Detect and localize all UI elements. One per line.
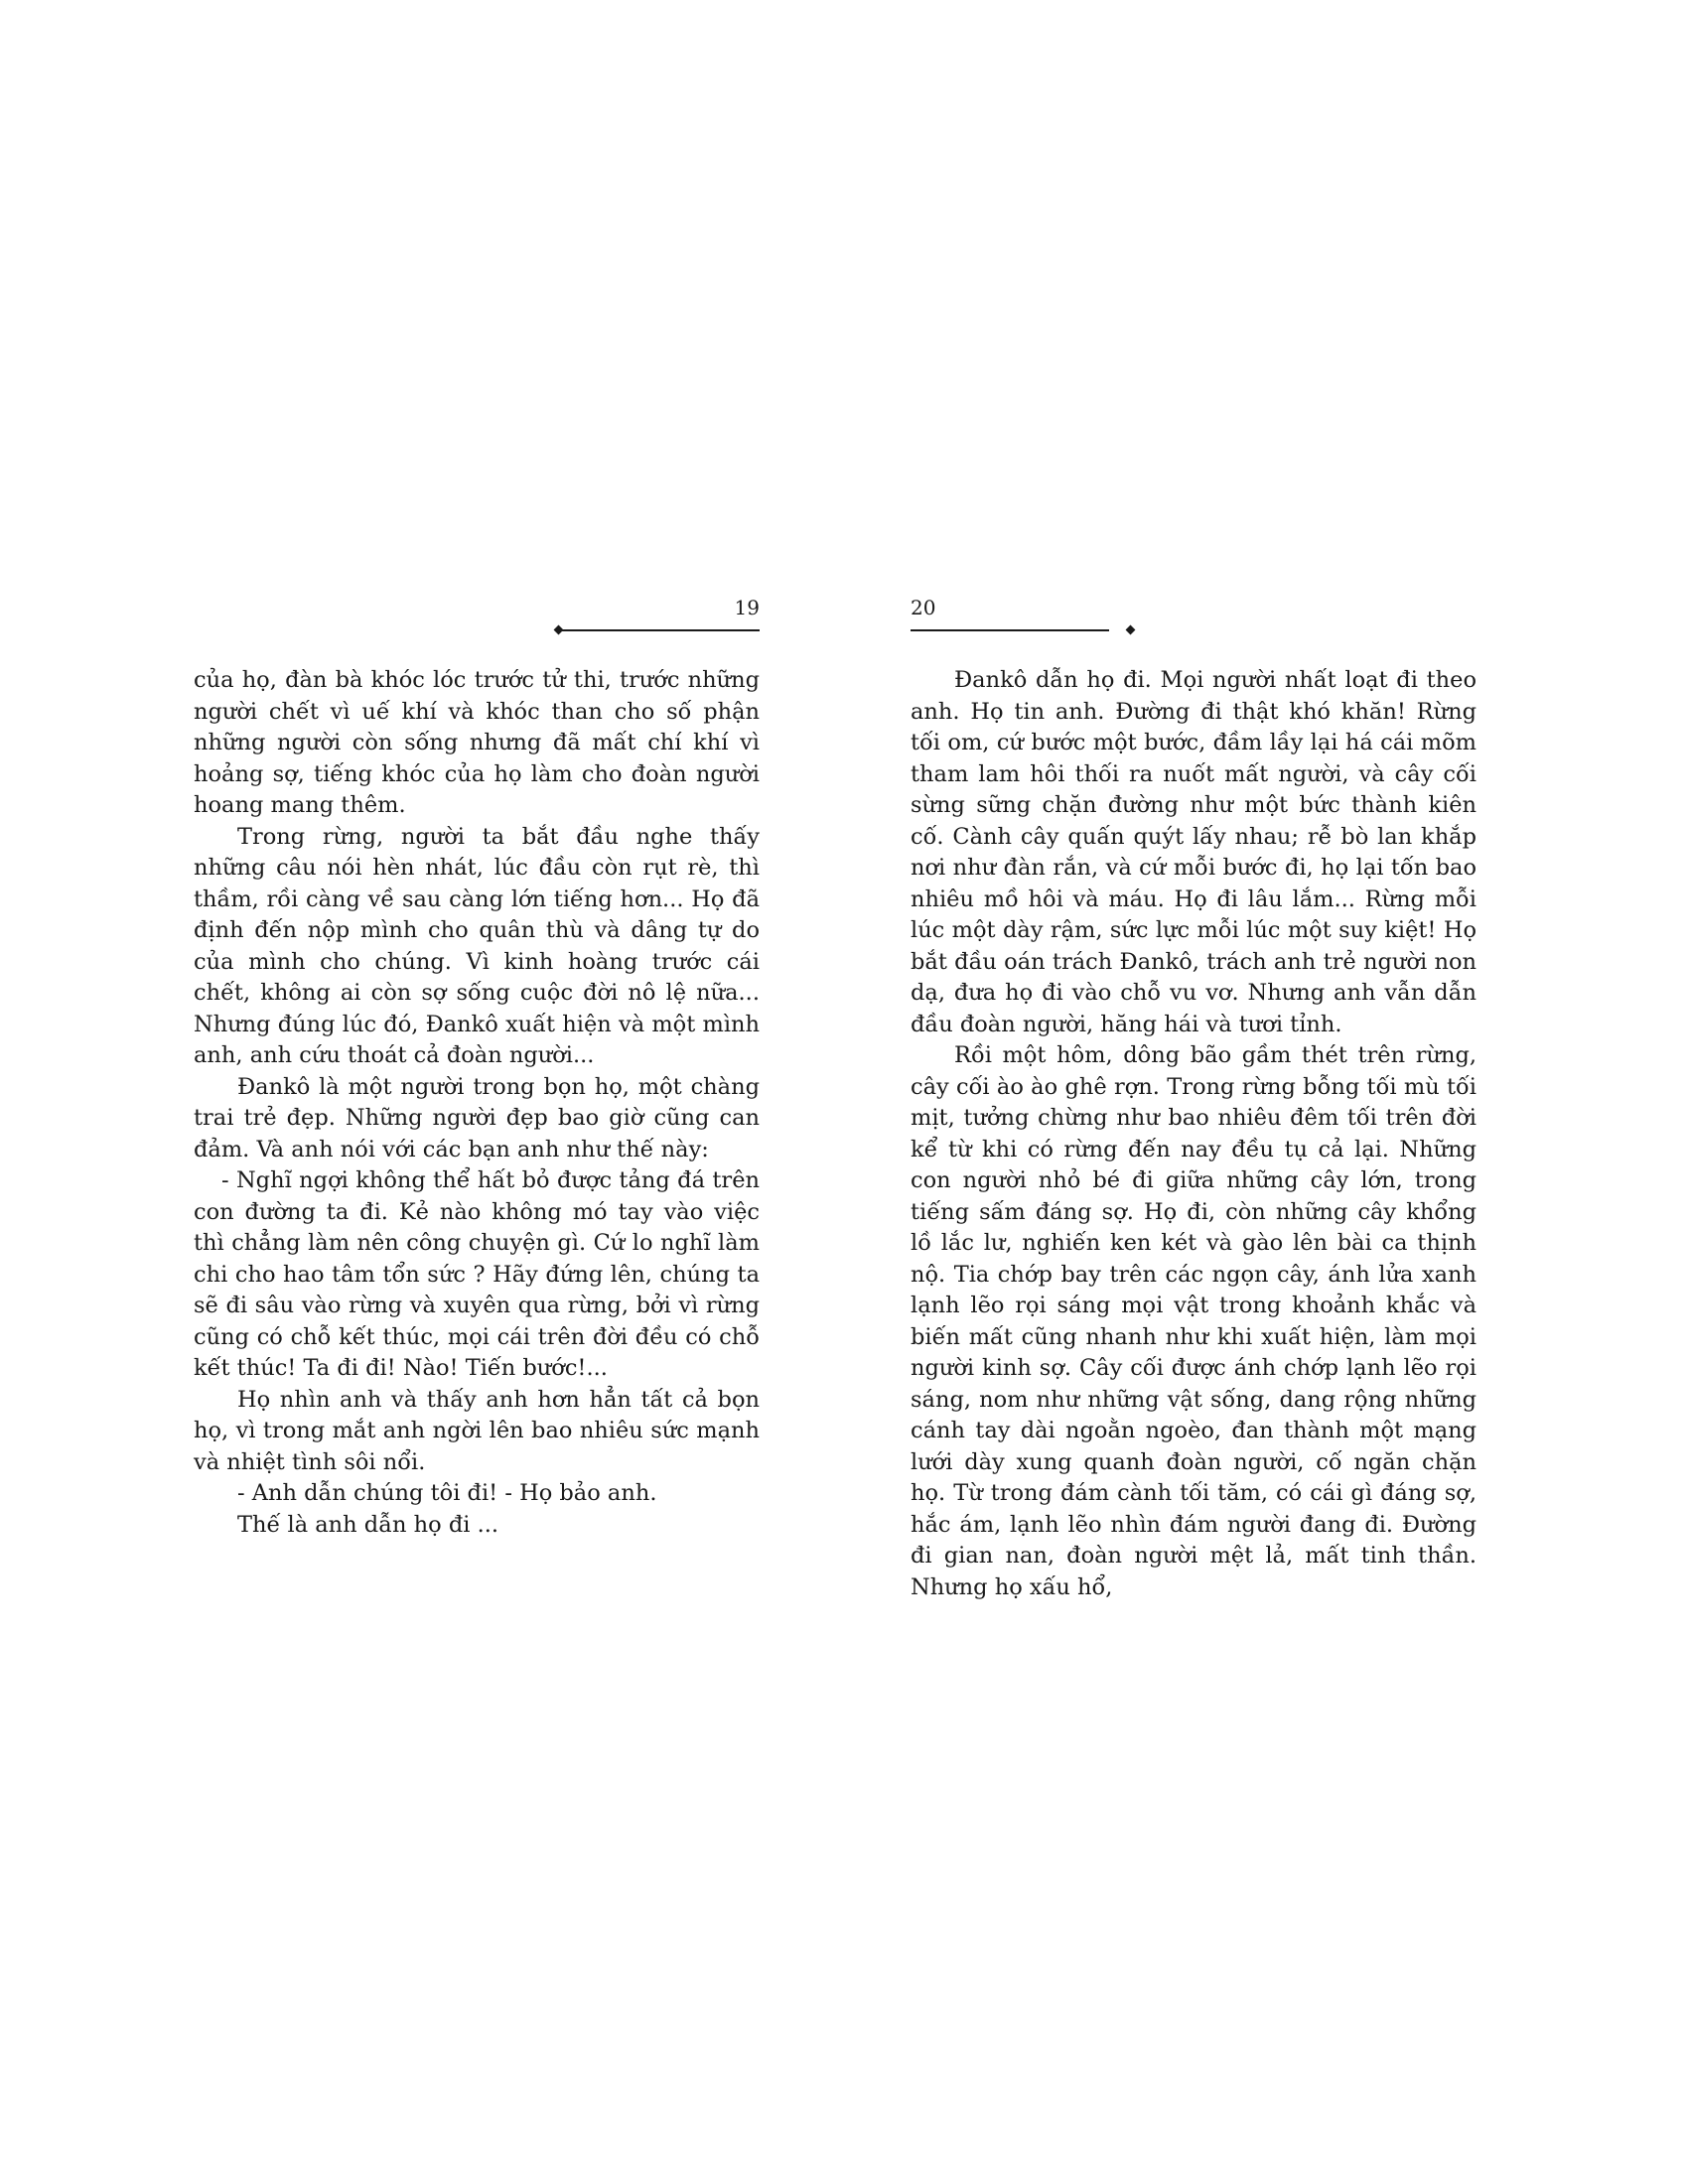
header-ornament-diamond — [1126, 625, 1136, 635]
paragraph: Đankô dẫn họ đi. Mọi người nhất loạt đi theo anh. Họ tin anh. Đường đi thật khó khăn! Rừng tối om, cứ bước một bước, đầm lầy lại há cái mõm tham lam hôi thối ra nuốt mất người, và cây cối sừng sững chặn đường như một bức thành kiên cố. Cành cây quấn quýt lấy nhau; rễ bò lan khắp nơi như đàn rắn, và cứ mỗi bước đi, họ lại tốn bao nhiêu mồ hôi và máu. Họ đi lâu lắm... Rừng mỗi lúc một dày rậm, sức lực mỗi lúc một suy kiệt! Họ bắt đầu oán trách Đankô, trách anh trẻ người non dạ, đưa họ đi vào chỗ vu vơ. Nhưng anh vẫn dẫn đầu đoàn người, hăng hái và tươi tỉnh. — [911, 667, 1477, 1037]
page-number: 19 — [734, 596, 760, 619]
paragraph: Họ nhìn anh và thấy anh hơn hẳn tất cả bọn họ, vì trong mắt anh ngời lên bao nhiêu sức mạnh và nhiệt tình sôi nổi. — [194, 1386, 760, 1475]
right-page-header — [911, 596, 1477, 633]
paragraph: Trong rừng, người ta bắt đầu nghe thấy những câu nói hèn nhát, lúc đầu còn rụt rè, thì thầm, rồi càng về sau càng lớn tiếng hơn... Họ đã định đến nộp mình cho quân thù và dâng tự do của mình cho chúng. Vì kinh hoàng trước cái chết, không ai còn sợ sống cuộc đời nô lệ nữa... Nhưng đúng lúc đó, Đankô xuất hiện và một mình anh, anh cứu thoát cả đoàn người... — [194, 823, 760, 1068]
page-number: 20 — [911, 596, 936, 619]
paragraph: Đankô là một người trong bọn họ, một chàng trai trẻ đẹp. Những người đẹp bao giờ cũng can đảm. Và anh nói với các bạn anh như thế này: — [194, 1073, 760, 1162]
dialogue-paragraph: - Nghĩ ngợi không thể hất bỏ được tảng đá trên con đường ta đi. Kẻ nào không mó tay vào việc thì chẳng làm nên công chuyện gì. Cứ lo nghĩ làm chi cho hao tâm tổn sức ? Hãy đứng lên, chúng ta sẽ đi sâu vào rừng và xuyên qua rừng, bởi vì rừng cũng có chỗ kết thúc, mọi cái trên đời đều có chỗ kết thúc! Ta đi đi! Nào! Tiến bước!... — [194, 1167, 760, 1381]
right-page — [911, 596, 1477, 1603]
header-rule — [561, 629, 760, 631]
left-page-header — [194, 596, 760, 633]
right-page-body — [911, 665, 1477, 1603]
left-page-body — [194, 665, 760, 1541]
paragraph: Rồi một hôm, dông bão gầm thét trên rừng, cây cối ào ào ghê rợn. Trong rừng bỗng tối mù tối mịt, tưởng chừng như bao nhiêu đêm tối trên đời kể từ khi có rừng đến nay đều tụ cả lại. Những con người nhỏ bé đi giữa những cây lớn, trong tiếng sấm đáng sợ. Họ đi, còn những cây khổng lồ lắc lư, nghiến ken két và gào lên bài ca thịnh nộ. Tia chớp bay trên các ngọn cây, ánh lửa xanh lạnh lẽo rọi sáng mọi vật trong khoảnh khắc và biến mất cũng nhanh như khi xuất hiện, làm mọi người kinh sợ. Cây cối được ánh chớp lạnh lẽo rọi sáng, nom như những vật sống, dang rộng những cánh tay dài ngoằn ngoèo, đan thành một mạng lưới dày xung quanh đoàn người, cố ngăn chặn họ. Từ trong đám cành tối tăm, có cái gì đáng sợ, hắc ám, lạnh lẽo nhìn đám người đang đi. Đường đi gian nan, đoàn người mệt lả, mất tinh thần. Nhưng họ xấu hổ, — [911, 1042, 1477, 1600]
dialogue-paragraph: - Anh dẫn chúng tôi đi! - Họ bảo anh. — [237, 1480, 657, 1506]
header-rule — [911, 629, 1109, 631]
left-page — [194, 596, 760, 1541]
paragraph: Thế là anh dẫn họ đi ... — [237, 1511, 499, 1538]
paragraph: của họ, đàn bà khóc lóc trước tử thi, trước những người chết vì uế khí và khóc than cho số phận những người còn sống nhưng đã mất chí khí vì hoảng sợ, tiếng khóc của họ làm cho đoàn người hoang mang thêm. — [194, 667, 760, 818]
